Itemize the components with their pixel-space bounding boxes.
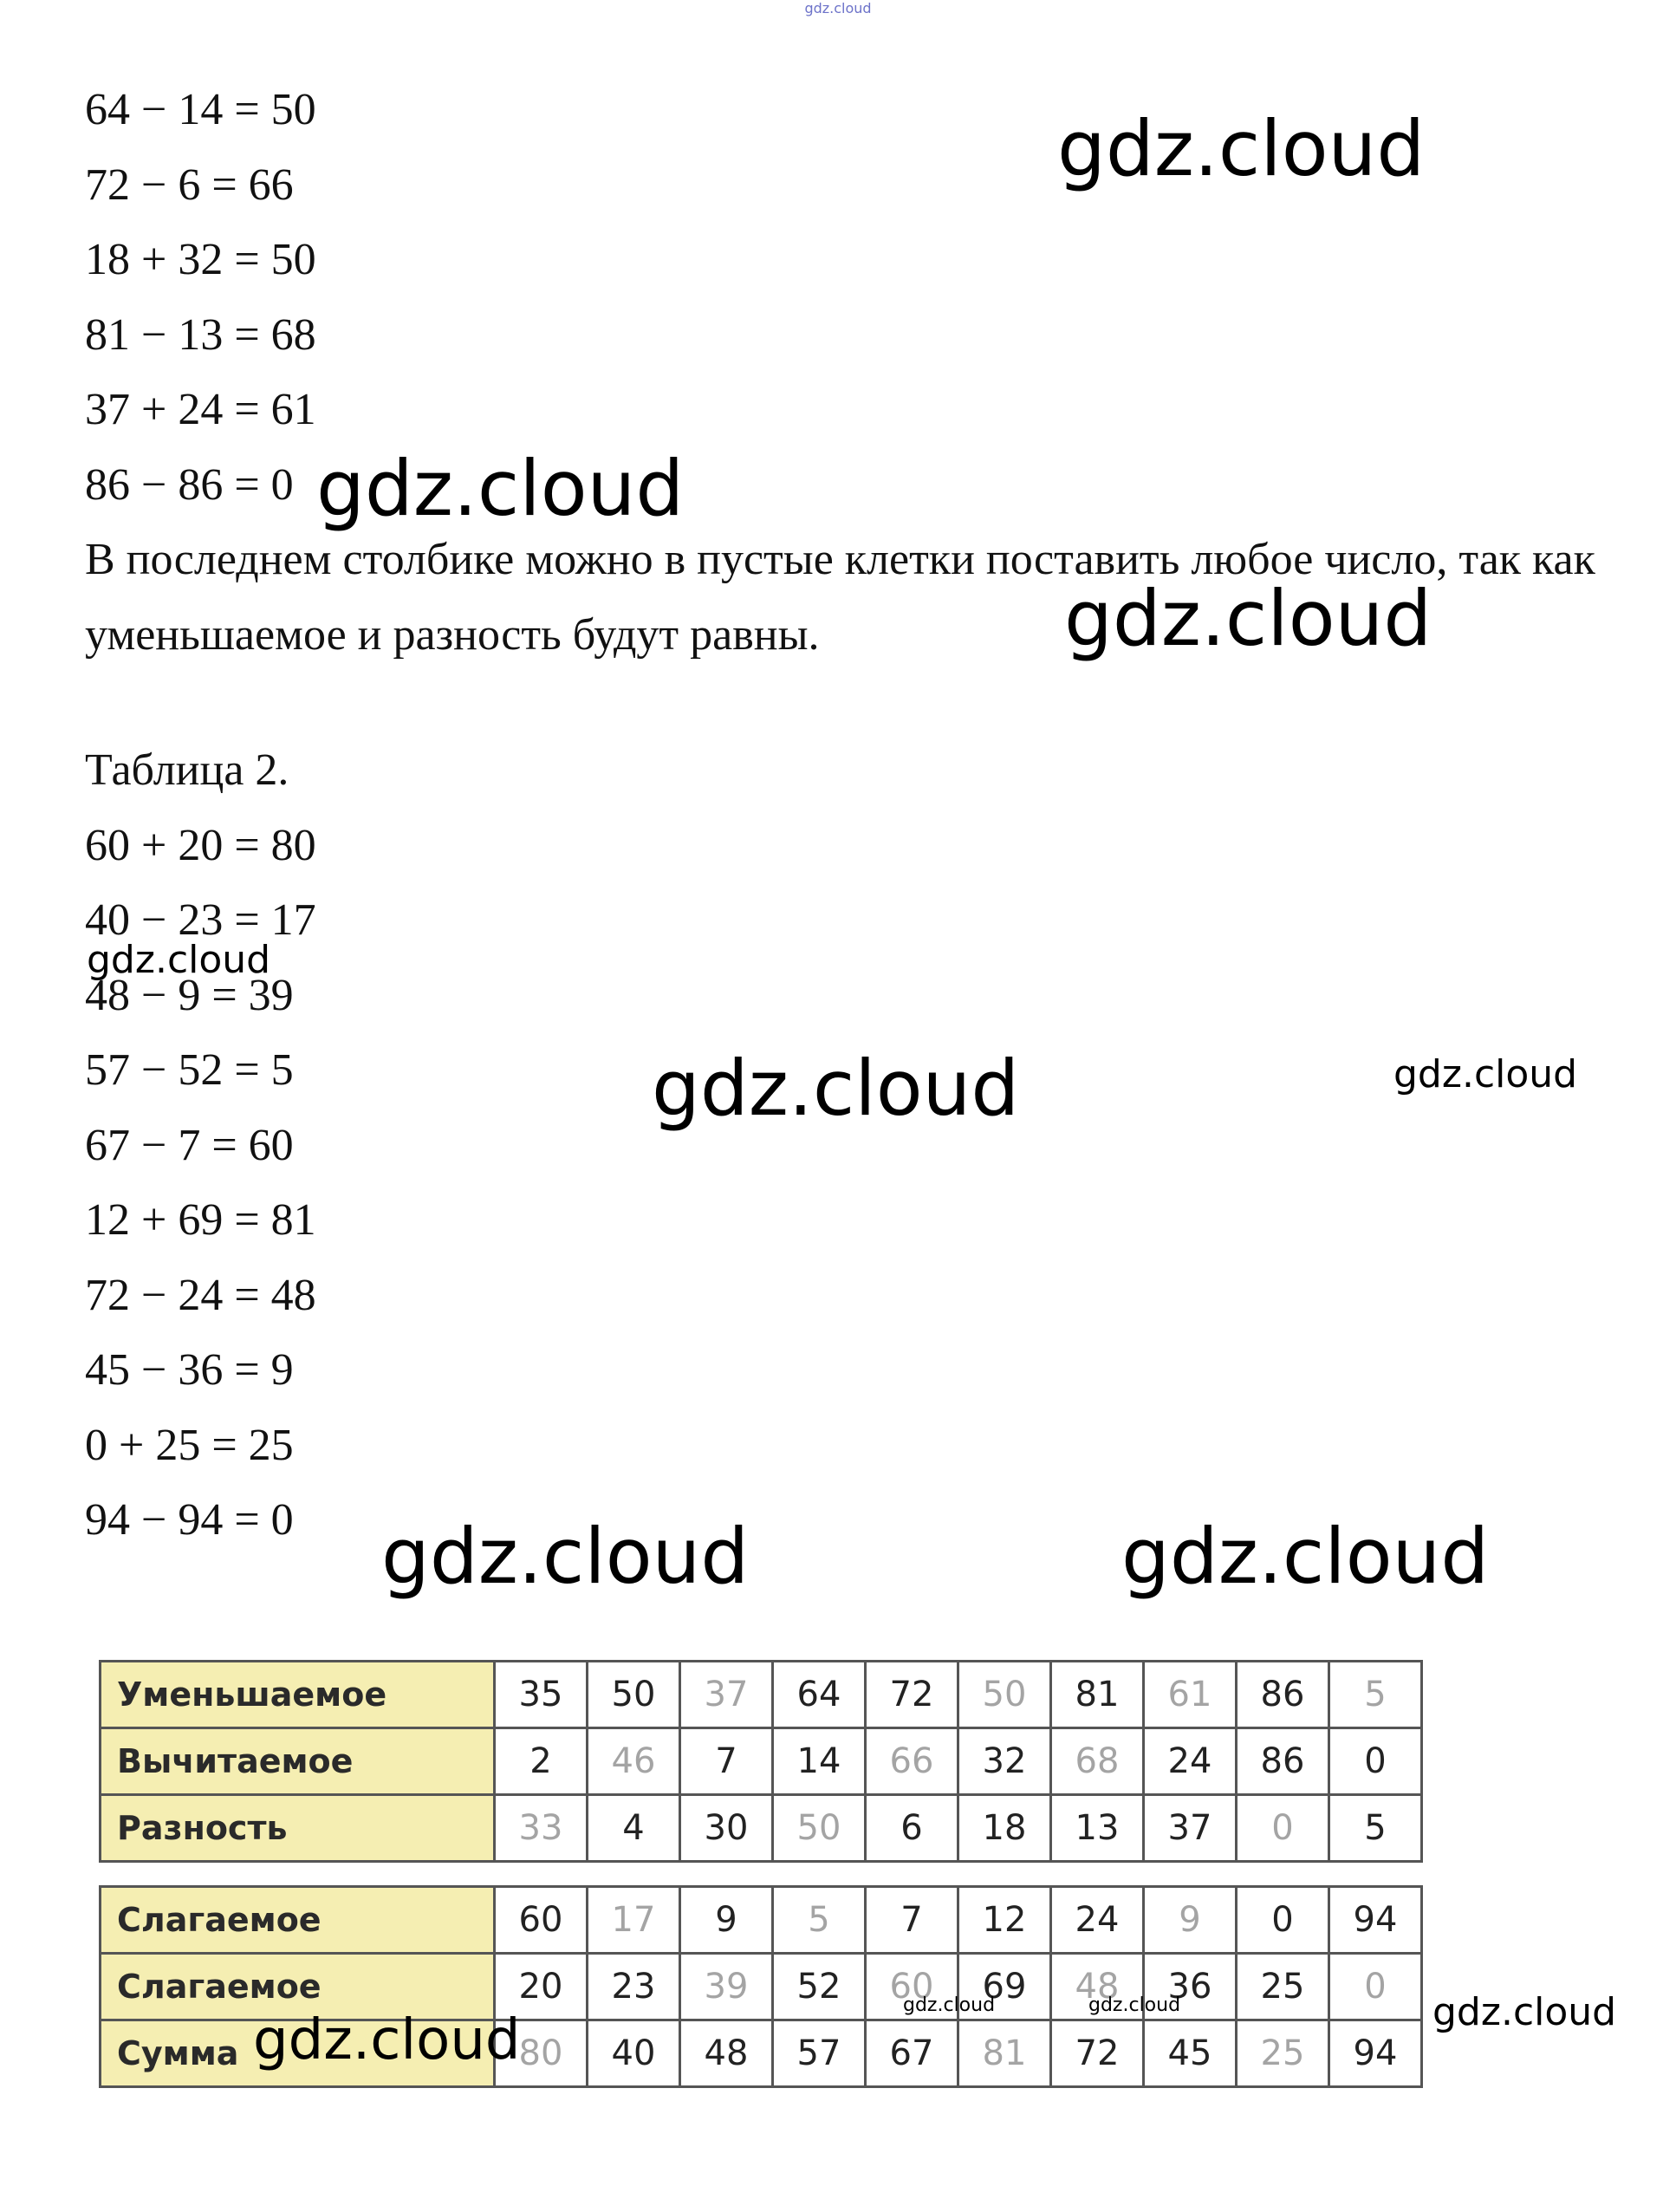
equation-line: 72 − 24 = 48	[85, 1270, 316, 1320]
equation-line: 57 − 52 = 5	[85, 1045, 294, 1095]
table-cell: 9	[680, 1887, 773, 1954]
table-cell: 7	[866, 1887, 958, 1954]
table-cell: 50	[773, 1795, 866, 1862]
table-cell: 7	[680, 1728, 773, 1795]
table-row	[101, 1795, 1422, 1862]
solution-text	[85, 73, 1627, 1558]
table-cell: 68	[1051, 1728, 1144, 1795]
table-cell: 0	[1329, 1954, 1422, 2020]
table-cell: 57	[773, 2020, 866, 2087]
header-watermark: gdz.cloud	[804, 0, 872, 16]
watermark: gdz.cloud	[1057, 104, 1426, 193]
equation-line: 72 − 6 = 66	[85, 159, 294, 210]
row-header: Слагаемое	[101, 1887, 495, 1954]
table-cell: 50	[958, 1662, 1051, 1728]
table-cell: 5	[1329, 1795, 1422, 1862]
table-cell: 36	[1144, 1954, 1237, 2020]
equation-line: 67 − 7 = 60	[85, 1120, 294, 1170]
table-cell: 61	[1144, 1662, 1237, 1728]
table-cell: 17	[588, 1887, 680, 1954]
table-cell: 0	[1237, 1795, 1329, 1862]
table-row	[101, 1662, 1422, 1728]
watermark: gdz.cloud	[87, 938, 271, 982]
equation-line: 94 − 94 = 0	[85, 1495, 294, 1545]
table-cell: 60	[866, 1954, 958, 2020]
table-cell: 13	[1051, 1795, 1144, 1862]
table-cell: 37	[1144, 1795, 1237, 1862]
table-cell: 46	[588, 1728, 680, 1795]
table-cell: 64	[773, 1662, 866, 1728]
equation-line: 12 + 69 = 81	[85, 1195, 316, 1245]
table-cell: 5	[1329, 1662, 1422, 1728]
table-cell: 5	[773, 1887, 866, 1954]
table-cell: 81	[1051, 1662, 1144, 1728]
table-cell: 60	[495, 1887, 588, 1954]
table-cell: 20	[495, 1954, 588, 2020]
table-cell: 12	[958, 1887, 1051, 1954]
watermark: gdz.cloud	[1064, 574, 1432, 663]
table2-heading: Таблица 2.	[85, 745, 289, 795]
watermark: gdz.cloud	[1432, 1990, 1617, 2034]
equation-line: 60 + 20 = 80	[85, 820, 316, 870]
table-cell: 86	[1237, 1728, 1329, 1795]
table-cell: 30	[680, 1795, 773, 1862]
table-cell: 25	[1237, 1954, 1329, 2020]
explanation-note: В последнем столбике можно в пустые клетки поставить любое число, так как уменьшаемое и разность будут равны.	[85, 535, 1595, 660]
table-cell: 23	[588, 1954, 680, 2020]
equation-line: 48 − 9 = 39	[85, 970, 294, 1020]
equation-line: 45 − 36 = 9	[85, 1345, 294, 1395]
table-cell: 66	[866, 1728, 958, 1795]
table-cell: 40	[588, 2020, 680, 2087]
watermark: gdz.cloud	[1088, 1994, 1181, 2016]
table-cell: 14	[773, 1728, 866, 1795]
table-cell: 72	[866, 1662, 958, 1728]
table-cell: 86	[1237, 1662, 1329, 1728]
table-cell: 39	[680, 1954, 773, 2020]
equation-line: 86 − 86 = 0	[85, 459, 294, 510]
table-cell: 37	[680, 1662, 773, 1728]
spacer	[85, 673, 1627, 733]
row-header: Уменьшаемое	[101, 1662, 495, 1728]
table-cell: 50	[588, 1662, 680, 1728]
watermark: gdz.cloud	[652, 1044, 1020, 1133]
equation-line: 64 − 14 = 50	[85, 85, 316, 134]
table-row	[101, 1887, 1422, 1954]
row-header: Разность	[101, 1795, 495, 1862]
table-cell: 35	[495, 1662, 588, 1728]
watermark: gdz.cloud	[253, 2008, 521, 2072]
row-header: Сумма	[101, 2020, 495, 2087]
table-cell: 33	[495, 1795, 588, 1862]
row-header: Слагаемое	[101, 1954, 495, 2020]
equation-line: 0 + 25 = 25	[85, 1420, 294, 1470]
watermark: gdz.cloud	[381, 1512, 750, 1601]
table-cell: 48	[680, 2020, 773, 2087]
table-cell: 48	[1051, 1954, 1144, 2020]
table-cell: 24	[1051, 1887, 1144, 1954]
equation-line: 37 + 24 = 61	[85, 385, 316, 434]
watermark: gdz.cloud	[316, 444, 685, 533]
table-row	[101, 1728, 1422, 1795]
table-cell: 25	[1237, 2020, 1329, 2087]
table-cell: 69	[958, 1954, 1051, 2020]
table-cell: 0	[1237, 1887, 1329, 1954]
equation-line: 81 − 13 = 68	[85, 309, 316, 360]
table-cell: 2	[495, 1728, 588, 1795]
subtraction-table	[99, 1660, 1423, 1863]
row-header: Вычитаемое	[101, 1728, 495, 1795]
equation-line: 40 − 23 = 17	[85, 895, 316, 945]
table-cell: 18	[958, 1795, 1051, 1862]
table-cell: 45	[1144, 2020, 1237, 2087]
table-cell: 94	[1329, 1887, 1422, 1954]
table-cell: 24	[1144, 1728, 1237, 1795]
table-cell: 80	[495, 2020, 588, 2087]
table-cell: 6	[866, 1795, 958, 1862]
table-cell: 9	[1144, 1887, 1237, 1954]
table-cell: 52	[773, 1954, 866, 2020]
table-cell: 81	[958, 2020, 1051, 2087]
watermark: gdz.cloud	[1393, 1052, 1578, 1096]
table-cell: 72	[1051, 2020, 1144, 2087]
table-cell: 67	[866, 2020, 958, 2087]
table-cell: 32	[958, 1728, 1051, 1795]
table-cell: 94	[1329, 2020, 1422, 2087]
watermark: gdz.cloud	[903, 1994, 996, 2016]
table-cell: 4	[588, 1795, 680, 1862]
table-cell: 0	[1329, 1728, 1422, 1795]
equation-line: 18 + 32 = 50	[85, 235, 316, 284]
watermark: gdz.cloud	[1121, 1512, 1490, 1601]
